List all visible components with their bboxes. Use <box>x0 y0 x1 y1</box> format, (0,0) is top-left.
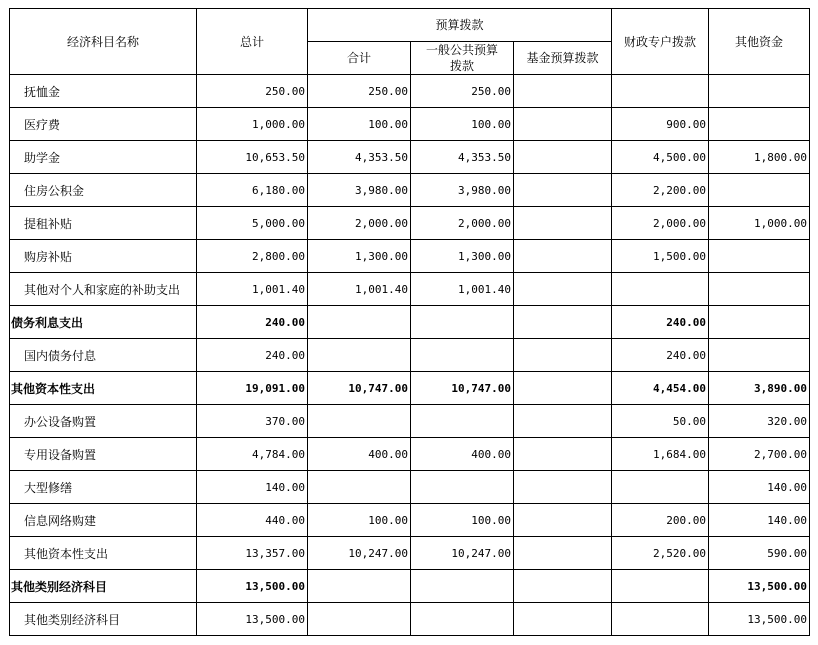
cell-other-funds: 3,890.00 <box>709 372 810 405</box>
header-general-public-budget: 一般公共预算拨款 <box>411 42 514 75</box>
cell-general-public-budget <box>411 306 514 339</box>
cell-budget-subtotal: 400.00 <box>308 438 411 471</box>
cell-fund-budget <box>514 372 612 405</box>
cell-budget-subtotal: 4,353.50 <box>308 141 411 174</box>
cell-budget-subtotal: 2,000.00 <box>308 207 411 240</box>
cell-fund-budget <box>514 471 612 504</box>
cell-other-funds <box>709 75 810 108</box>
cell-budget-subtotal <box>308 570 411 603</box>
cell-general-public-budget: 3,980.00 <box>411 174 514 207</box>
cell-other-funds <box>709 339 810 372</box>
cell-subject-name: 专用设备购置 <box>10 438 197 471</box>
cell-total: 2,800.00 <box>197 240 308 273</box>
cell-fund-budget <box>514 240 612 273</box>
cell-fund-budget <box>514 570 612 603</box>
cell-other-funds: 1,000.00 <box>709 207 810 240</box>
table-row <box>10 570 810 603</box>
cell-fiscal-special-account <box>612 75 709 108</box>
cell-general-public-budget: 10,247.00 <box>411 537 514 570</box>
cell-other-funds <box>709 306 810 339</box>
cell-budget-subtotal: 1,300.00 <box>308 240 411 273</box>
cell-general-public-budget: 1,300.00 <box>411 240 514 273</box>
cell-budget-subtotal: 250.00 <box>308 75 411 108</box>
header-fund-budget: 基金预算拨款 <box>514 42 612 75</box>
cell-fund-budget <box>514 405 612 438</box>
cell-budget-subtotal: 3,980.00 <box>308 174 411 207</box>
table-row <box>10 471 810 504</box>
cell-total: 13,357.00 <box>197 537 308 570</box>
table-row <box>10 537 810 570</box>
table-row <box>10 372 810 405</box>
budget-expenditure-table <box>9 8 810 636</box>
cell-total: 5,000.00 <box>197 207 308 240</box>
table-row <box>10 504 810 537</box>
cell-total: 370.00 <box>197 405 308 438</box>
table-row <box>10 438 810 471</box>
cell-total: 1,000.00 <box>197 108 308 141</box>
cell-fiscal-special-account <box>612 471 709 504</box>
cell-other-funds: 140.00 <box>709 471 810 504</box>
header-economic-subject-name: 经济科目名称 <box>10 9 197 75</box>
cell-other-funds: 320.00 <box>709 405 810 438</box>
cell-fund-budget <box>514 438 612 471</box>
cell-total: 13,500.00 <box>197 570 308 603</box>
table-row <box>10 306 810 339</box>
cell-total: 140.00 <box>197 471 308 504</box>
cell-subject-name: 信息网络购建 <box>10 504 197 537</box>
cell-budget-subtotal <box>308 306 411 339</box>
cell-general-public-budget: 2,000.00 <box>411 207 514 240</box>
table-row <box>10 405 810 438</box>
cell-total: 6,180.00 <box>197 174 308 207</box>
cell-total: 440.00 <box>197 504 308 537</box>
cell-subject-name: 医疗费 <box>10 108 197 141</box>
cell-subject-name: 债务利息支出 <box>10 306 197 339</box>
cell-budget-subtotal: 1,001.40 <box>308 273 411 306</box>
cell-general-public-budget: 1,001.40 <box>411 273 514 306</box>
cell-general-public-budget: 4,353.50 <box>411 141 514 174</box>
cell-budget-subtotal <box>308 471 411 504</box>
cell-fiscal-special-account: 200.00 <box>612 504 709 537</box>
cell-subject-name: 大型修缮 <box>10 471 197 504</box>
table-row <box>10 339 810 372</box>
cell-other-funds: 13,500.00 <box>709 570 810 603</box>
cell-budget-subtotal: 100.00 <box>308 504 411 537</box>
cell-subject-name: 国内债务付息 <box>10 339 197 372</box>
table-row <box>10 240 810 273</box>
cell-other-funds <box>709 240 810 273</box>
cell-other-funds: 13,500.00 <box>709 603 810 636</box>
cell-total: 250.00 <box>197 75 308 108</box>
cell-budget-subtotal: 10,747.00 <box>308 372 411 405</box>
cell-general-public-budget <box>411 570 514 603</box>
cell-subject-name: 购房补贴 <box>10 240 197 273</box>
cell-subject-name: 提租补贴 <box>10 207 197 240</box>
cell-budget-subtotal <box>308 603 411 636</box>
cell-general-public-budget <box>411 471 514 504</box>
header-other-funds: 其他资金 <box>709 9 810 75</box>
cell-subject-name: 其他资本性支出 <box>10 372 197 405</box>
cell-fund-budget <box>514 537 612 570</box>
cell-fund-budget <box>514 306 612 339</box>
cell-fiscal-special-account <box>612 603 709 636</box>
cell-fiscal-special-account: 240.00 <box>612 306 709 339</box>
cell-fiscal-special-account: 2,200.00 <box>612 174 709 207</box>
cell-fund-budget <box>514 603 612 636</box>
cell-fiscal-special-account: 2,520.00 <box>612 537 709 570</box>
cell-fiscal-special-account: 4,454.00 <box>612 372 709 405</box>
cell-other-funds: 1,800.00 <box>709 141 810 174</box>
table-row <box>10 75 810 108</box>
cell-fund-budget <box>514 141 612 174</box>
cell-fiscal-special-account: 4,500.00 <box>612 141 709 174</box>
table-row <box>10 603 810 636</box>
header-fiscal-special-account: 财政专户拨款 <box>612 9 709 75</box>
table-row <box>10 108 810 141</box>
table-row <box>10 273 810 306</box>
cell-other-funds: 590.00 <box>709 537 810 570</box>
cell-subject-name: 住房公积金 <box>10 174 197 207</box>
cell-fiscal-special-account: 1,684.00 <box>612 438 709 471</box>
cell-total: 240.00 <box>197 339 308 372</box>
cell-total: 1,001.40 <box>197 273 308 306</box>
header-total: 总计 <box>197 9 308 75</box>
cell-other-funds <box>709 174 810 207</box>
header-budget-appropriation: 预算拨款 <box>308 9 612 42</box>
cell-general-public-budget <box>411 339 514 372</box>
cell-fiscal-special-account: 240.00 <box>612 339 709 372</box>
cell-fund-budget <box>514 339 612 372</box>
cell-subject-name: 其他资本性支出 <box>10 537 197 570</box>
cell-fiscal-special-account: 2,000.00 <box>612 207 709 240</box>
table-header <box>10 9 810 75</box>
cell-subject-name: 其他对个人和家庭的补助支出 <box>10 273 197 306</box>
cell-other-funds <box>709 273 810 306</box>
cell-fund-budget <box>514 207 612 240</box>
table-row <box>10 141 810 174</box>
cell-fiscal-special-account: 900.00 <box>612 108 709 141</box>
cell-other-funds <box>709 108 810 141</box>
cell-total: 240.00 <box>197 306 308 339</box>
cell-total: 13,500.00 <box>197 603 308 636</box>
table-body <box>10 75 810 636</box>
cell-subject-name: 办公设备购置 <box>10 405 197 438</box>
cell-budget-subtotal: 10,247.00 <box>308 537 411 570</box>
cell-total: 19,091.00 <box>197 372 308 405</box>
cell-fund-budget <box>514 174 612 207</box>
cell-general-public-budget: 10,747.00 <box>411 372 514 405</box>
cell-other-funds: 2,700.00 <box>709 438 810 471</box>
cell-fiscal-special-account: 1,500.00 <box>612 240 709 273</box>
cell-general-public-budget: 400.00 <box>411 438 514 471</box>
cell-fiscal-special-account: 50.00 <box>612 405 709 438</box>
cell-fund-budget <box>514 75 612 108</box>
cell-general-public-budget: 250.00 <box>411 75 514 108</box>
table-row <box>10 174 810 207</box>
table-row <box>10 207 810 240</box>
cell-other-funds: 140.00 <box>709 504 810 537</box>
cell-fiscal-special-account <box>612 273 709 306</box>
cell-subject-name: 其他类别经济科目 <box>10 603 197 636</box>
cell-subject-name: 助学金 <box>10 141 197 174</box>
cell-budget-subtotal <box>308 405 411 438</box>
cell-general-public-budget <box>411 405 514 438</box>
cell-general-public-budget <box>411 603 514 636</box>
cell-total: 10,653.50 <box>197 141 308 174</box>
cell-fund-budget <box>514 108 612 141</box>
cell-budget-subtotal <box>308 339 411 372</box>
cell-subject-name: 抚恤金 <box>10 75 197 108</box>
cell-fiscal-special-account <box>612 570 709 603</box>
cell-total: 4,784.00 <box>197 438 308 471</box>
cell-general-public-budget: 100.00 <box>411 504 514 537</box>
cell-fund-budget <box>514 273 612 306</box>
cell-fund-budget <box>514 504 612 537</box>
cell-general-public-budget: 100.00 <box>411 108 514 141</box>
cell-budget-subtotal: 100.00 <box>308 108 411 141</box>
cell-subject-name: 其他类别经济科目 <box>10 570 197 603</box>
header-budget-subtotal: 合计 <box>308 42 411 75</box>
